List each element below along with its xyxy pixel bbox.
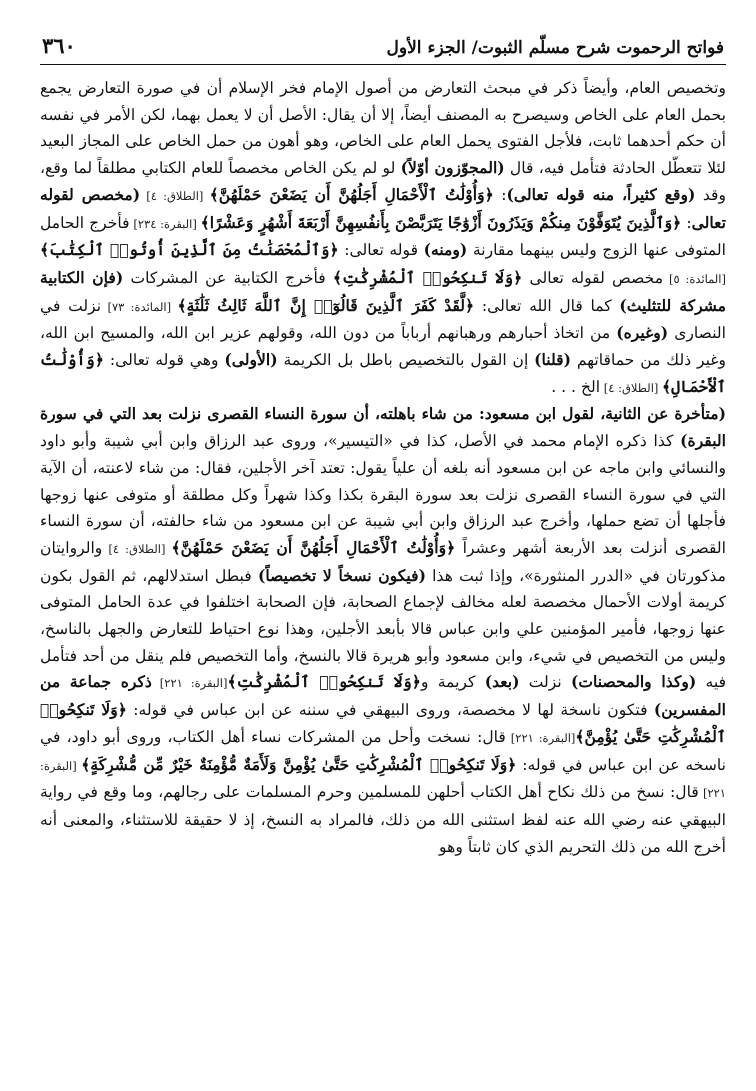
body-text-run: لو لم يكن الخاص مخصصاً للعام الكتابي مطلقاً لما وقع، وقد <box>40 159 726 204</box>
body-text-run: : <box>681 213 692 232</box>
body-text-run: نزلت <box>519 673 571 692</box>
body-text-run: وهي قوله تعالى: <box>103 351 225 370</box>
body-text-run: فأخرج الحامل المتوفى عنها الزوج وليس بينهما مقارنة <box>40 213 726 260</box>
page-header <box>40 28 726 62</box>
body-text-run: قال: نسخت وأحل من المشركات نساء أهل الكتاب، وروى أبو داود، في ناسخه عن ابن عباس في قوله: <box>40 727 726 774</box>
quran-quote: ﴿وَأُوْلَٰتُ ٱلْأَحْمَالِ﴾ <box>40 350 726 396</box>
bold-matn-run: (ومنه) <box>423 240 468 260</box>
verse-reference: [الطلاق: ٤] <box>600 380 663 395</box>
quran-quote: ﴿وَلَا تَنكِحُوا۟ ٱلْمُشْرِكَٰتِ حَتَّىٰ يُؤْمِنَّ﴾ <box>40 700 726 746</box>
verse-reference: [الطلاق: ٤] <box>140 188 210 203</box>
body-text-run: مخصص لقوله تعالى <box>522 268 664 287</box>
bold-matn-run: (وقع كثيراً، منه قوله تعالى) <box>506 184 696 204</box>
body-text-run: فبطل استدلالهم، ثم القول بكون كريمة أولات الأحمال مخصصة لعله مخالف لإجماع الصحابة، فإن الصحابة اختلفوا في عدة الحامل المتوفى عنها زوجها، فأمير المؤمنين علي وابن عباس قالا بأبعد الأجلين، وهذا نوع احتياط للتعارض والجهل بالناسخ، وليس من التخصيص في شيء، وابن مسعود وأبو هريرة قالا بالنسخ، وأما التخصيص فلم ينقل من أحد فتأمل فيه <box>40 566 727 692</box>
body-text-run: كذا ذكره الإمام محمد في الأصل، كذا في «التيسير»، وروى عبد الرزاق وابن أبي شيبة وأبو داود والنسائي وابن ماجه عن ابن مسعود أنه بلغه أن علياً يقول: تعتد آخر الأجلين، فقال: من شاء لاعنته، أن الآية التي في سورة النساء القصرى نزلت بعد سورة البقرة بكذا وكذا شهراً وكل مطلقة أو متوفى عنها زوجها فأجلها أن تضع حملها، وأخرج عبد الرزاق وابن أبي شيبة عن ابن مسعود من شاء حالفته، أن سورة النساء القصرى أنزلت بعد الأربعة أشهر وعشراً <box>40 432 726 557</box>
paragraph <box>40 75 726 401</box>
quran-quote: ﴿وَلَا تَنكِحُوا۟ ٱلْمُشْرِكَٰتِ حَتَّىٰ يُؤْمِنَّ وَلَأَمَةٌ مُّؤْمِنَةٌ خَيْرٌ مِّن مُّشْرِكَةٍ﴾ <box>81 754 517 774</box>
body-text-run: إن القول بالتخصيص باطل بل الكريمة <box>277 351 535 370</box>
bold-matn-run: (بعد) <box>484 672 520 692</box>
body-text-run: وتخصيص العام، وأيضاً ذكر في مبحث التعارض من أصول الإمام فخر الإسلام أن في صورة التعارض يجمع بحمل العام على الخاص وسيصرح به المصنف أيضاً، إلا أن يقال: الأصل أن لا يعمل بهما، لكن الأمر في نفسه أن حكم أحدهما ثابت، فلأجل الفتوى يحمل العام على الخاص، وهو أهون من حمل الخاص على المجاز البعيد لئلا تتعطّل الحادثة فتأمل فيه، قال <box>40 79 726 178</box>
bold-matn-run: (وغيره) <box>616 323 669 343</box>
body-text-run: : <box>493 185 507 204</box>
bold-matn-run: (المجوّزون أوّلاً) <box>400 158 505 178</box>
body-text-run: كريمة و <box>420 673 485 692</box>
quran-quote: ﴿وَأُوْلَٰتُ ٱلْأَحْمَالِ أَجَلُهُنَّ أَن يَضَعْنَ حَمْلَهُنَّ﴾ <box>171 537 456 557</box>
quran-quote: ﴿لَّقَدْ كَفَرَ ٱلَّذِينَ قَالُوٓا۟ إِنَّ ٱللَّهَ ثَالِثُ ثَلَٰثَةٍ﴾ <box>177 295 475 315</box>
book-page <box>40 28 726 860</box>
bold-matn-run: (وكذا والمحصنات) <box>570 672 697 692</box>
body-text-run: من اتخاذ أحبارهم ورهبانهم أرباباً من دون الله، وقولهم عزير ابن الله، والمسيح ابن الله، وغير ذلك من حماقاتهم <box>40 324 726 370</box>
quran-quote: ﴿وَأُوْلَٰتُ ٱلْأَحْمَالِ أَجَلُهُنَّ أَن يَضَعْنَ حَمْلَهُنَّ﴾ <box>209 184 494 204</box>
paragraph <box>40 401 726 860</box>
quran-quote: ﴿وَٱلَّذِينَ يُتَوَفَّوْنَ مِنكُمْ وَيَذَرُونَ أَزْوَٰجًا يَتَرَبَّصْنَ بِأَنفُسِهِنَّ أَرْبَعَةَ أَشْهُرٍ وَعَشْرًا﴾ <box>200 212 682 232</box>
quran-quote: ﴿وَلَا تَنكِحُوا۟ ٱلْمُشْرِكَٰتِ﴾ <box>227 672 421 692</box>
body-text-run: نزلت في النصارى <box>40 296 726 343</box>
bold-matn-run: ذكره جماعة من المفسرين) <box>40 672 727 720</box>
bold-matn-run: (فيكون نسخاً لا تخصيصاً) <box>257 565 426 585</box>
bold-matn-run: (متأخرة عن الثانية، لقول ابن مسعود: من شاء باهلته، أن سورة النساء القصرى نزلت بعد التي في سورة البقرة) <box>40 404 726 451</box>
header-rule <box>40 64 726 65</box>
body-text-run: قال: نسخ من ذلك نكاح أهل الكتاب أحلهن للمسلمين وحرم المسلمات على رجالهم، وما وقع في رواية البيهقي عنه رضي الله عنه لفظ استثنى الله من ذلك، فالمراد به النسخ، إذ لا حقيقة للاستثناء، والمعنى أنه أخرج الله من ذلك التحريم الذي كان ثابتاً وهو <box>40 783 726 856</box>
body-text <box>40 75 726 860</box>
verse-reference: [الطلاق: ٤] <box>102 541 172 556</box>
quran-quote: ﴿وَٱلْمُحْصَنَٰتُ مِنَ ٱلَّذِينَ أُوتُوا۟ ٱلْكِتَٰبَ﴾ <box>40 240 339 260</box>
page-number: ٣٦٠ <box>42 33 76 58</box>
bold-matn-run: (فإن الكتابية مشركة للتثليث) <box>40 267 726 315</box>
verse-reference: [المائدة: ٥] <box>663 271 726 286</box>
verse-reference: [البقرة: ٢٢١] <box>151 676 228 691</box>
bold-matn-run: (قلنا) <box>534 350 572 370</box>
body-text-run: قوله تعالى: <box>338 241 424 260</box>
bold-matn-run: (الأولى) <box>224 350 278 370</box>
verse-reference: [البقرة: ٢٢١] <box>505 730 576 745</box>
body-text-run: فأخرج الكتابية عن المشركات <box>123 268 333 287</box>
verse-reference: [البقرة: ٢٣٤] <box>129 216 201 231</box>
body-text-run: الخ . . . <box>551 377 601 396</box>
body-text-run: والروايتان مذكورتان في «الدرر المنثورة»، وإذا ثبت هذا <box>40 538 726 585</box>
running-title: فواتح الرحموت شرح مسلّم الثبوت/ الجزء الأول <box>386 38 724 58</box>
body-text-run: فتكون ناسخة لها لا مخصصة، وروى البيهقي في سننه عن ابن عباس في قوله: <box>126 701 654 720</box>
verse-reference: [البقرة: ٢٢١] <box>40 758 726 801</box>
bold-matn-run: (مخصص لقوله تعالى <box>40 184 726 232</box>
verse-reference: [المائدة: ٧٣] <box>101 299 178 314</box>
body-text-run: كما قال الله تعالى: <box>474 296 620 315</box>
quran-quote: ﴿وَلَا تَنكِحُوا۟ ٱلْمُشْرِكَٰتِ﴾ <box>332 267 523 287</box>
